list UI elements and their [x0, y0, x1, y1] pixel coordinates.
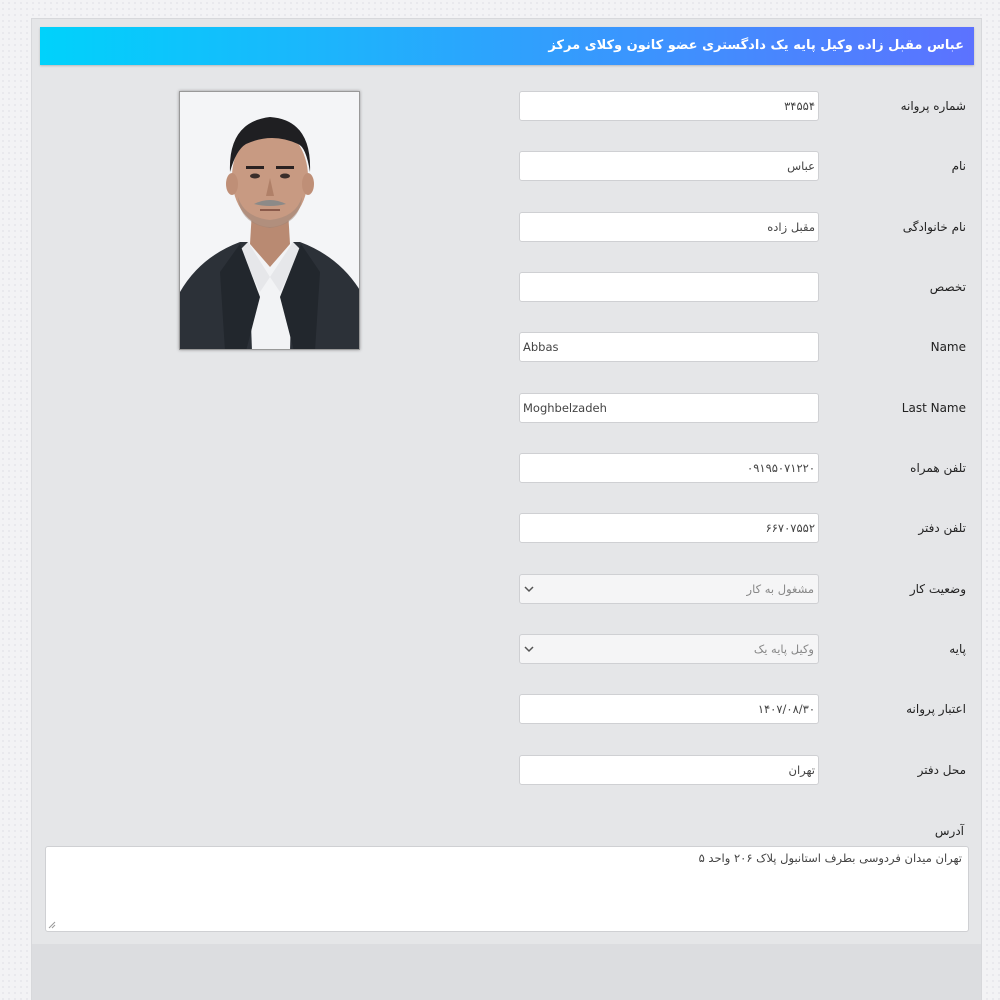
first-name-row	[32, 151, 983, 181]
grade-value: وکیل پایه یک	[753, 642, 814, 656]
chevron-down-icon	[524, 644, 534, 654]
work-status-row	[32, 574, 983, 604]
last-name-fa-label: نام خانوادگی	[902, 220, 966, 234]
first-name-label: نام	[951, 159, 966, 173]
address-label: آدرس	[934, 824, 964, 838]
footer-band	[32, 944, 981, 1000]
name-en-row	[32, 332, 983, 362]
name-en-field[interactable]: Abbas	[519, 332, 819, 362]
license-validity-label: اعتبار پروانه	[906, 702, 966, 716]
address-textarea[interactable]	[45, 846, 969, 932]
mobile-field[interactable]: ۰۹۱۹۵۰۷۱۲۲۰	[519, 453, 819, 483]
last-name-en-row	[32, 393, 983, 423]
office-location-row	[32, 755, 983, 785]
specialty-label: تخصص	[929, 280, 966, 294]
last-name-fa-field[interactable]: مقبل زاده	[519, 212, 819, 242]
license-validity-row	[32, 694, 983, 724]
license-number-field[interactable]: ۳۴۵۵۴	[519, 91, 819, 121]
specialty-field[interactable]	[519, 272, 819, 302]
first-name-field[interactable]: عباس	[519, 151, 819, 181]
name-en-label: Name	[930, 340, 966, 354]
office-location-label: محل دفتر	[917, 763, 966, 777]
grade-select[interactable]	[519, 634, 819, 664]
mobile-row	[32, 453, 983, 483]
specialty-row	[32, 272, 983, 302]
address-value: تهران میدان فردوسی بطرف استانبول پلاک ۲۰۶ واحد ۵	[698, 851, 962, 865]
profile-card	[31, 18, 982, 1000]
page-title: عباس مقبل زاده وکیل پایه یک دادگستری عضو کانون وکلای مرکز	[40, 27, 974, 65]
grade-row	[32, 634, 983, 664]
work-status-label: وضعیت کار	[909, 582, 966, 596]
office-location-field[interactable]: تهران	[519, 755, 819, 785]
license-number-row	[32, 91, 983, 121]
chevron-down-icon	[524, 584, 534, 594]
license-number-label: شماره پروانه	[900, 99, 966, 113]
last-name-en-label: Last Name	[901, 401, 966, 415]
office-phone-row	[32, 513, 983, 543]
grade-label: پایه	[949, 642, 966, 656]
mobile-label: تلفن همراه	[910, 461, 966, 475]
license-validity-field[interactable]: ۱۴۰۷/۰۸/۳۰	[519, 694, 819, 724]
office-phone-field[interactable]: ۶۶۷۰۷۵۵۲	[519, 513, 819, 543]
work-status-value: مشغول به کار	[746, 582, 814, 596]
work-status-select[interactable]	[519, 574, 819, 604]
last-name-fa-row	[32, 212, 983, 242]
resize-handle-icon[interactable]	[48, 921, 56, 929]
office-phone-label: تلفن دفتر	[918, 521, 966, 535]
last-name-en-field[interactable]: Moghbelzadeh	[519, 393, 819, 423]
